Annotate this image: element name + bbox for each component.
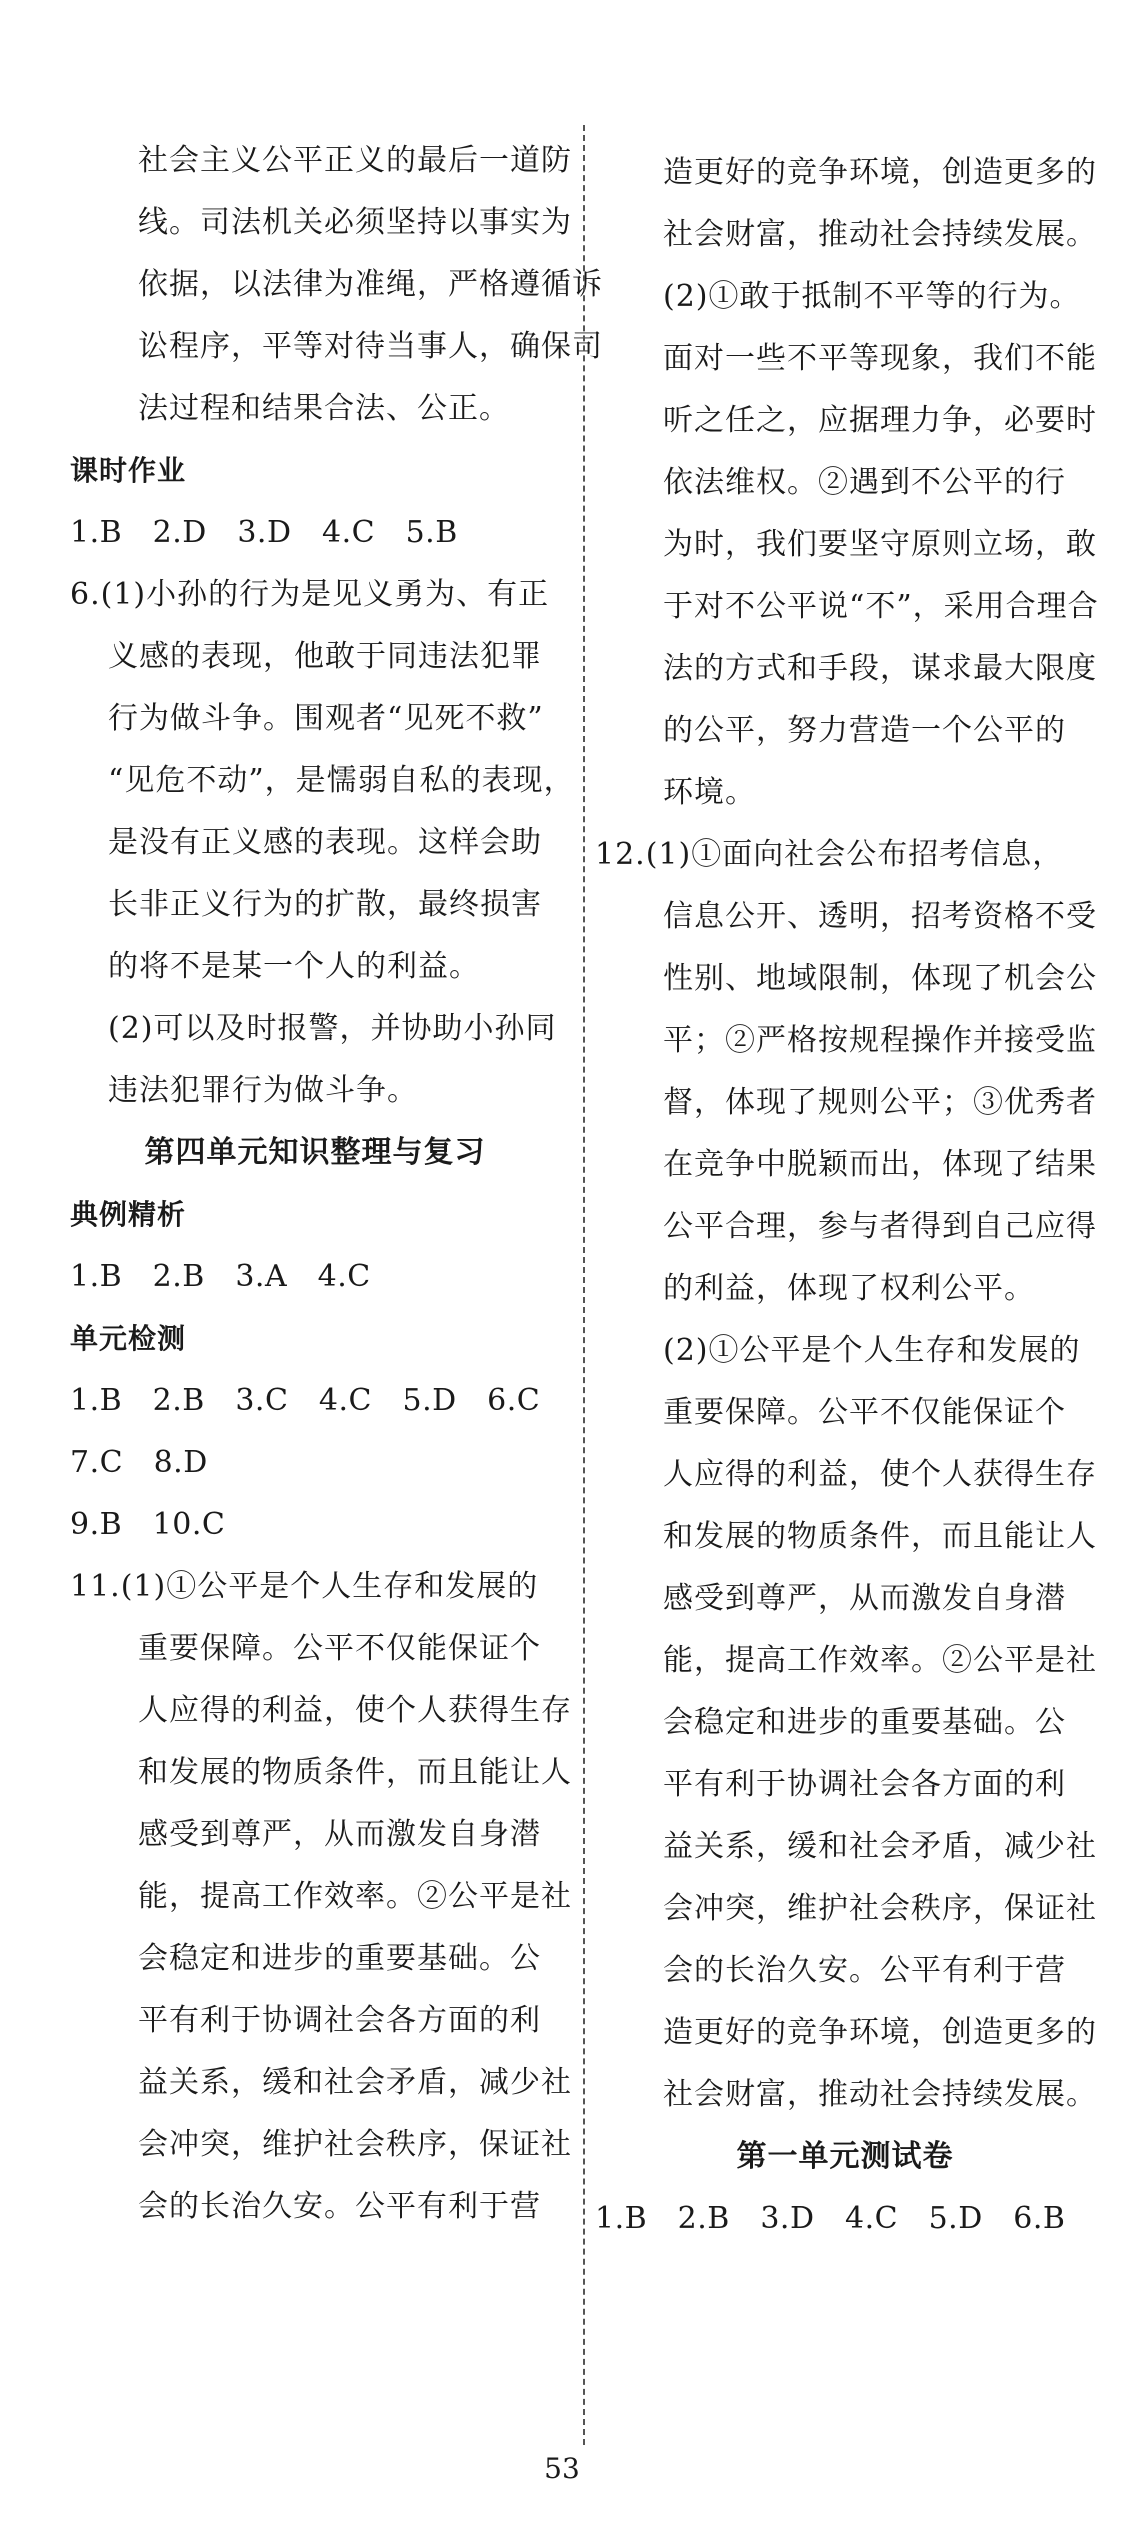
- section-title: 第四单元知识整理与复习: [144, 1135, 486, 1170]
- answer-key-line: 7.C 8.D: [70, 1445, 208, 1480]
- text-line: 和发展的物质条件，而且能让人: [663, 1519, 1097, 1554]
- subsection-heading: 典例精析: [70, 1198, 187, 1231]
- text-line: 重要保障。公平不仅能保证个: [138, 1631, 541, 1666]
- text-line: 会的长治久安。公平有利于营: [138, 2189, 541, 2224]
- text-line: 能，提高工作效率。②公平是社: [138, 1879, 572, 1914]
- text-line: 为时，我们要坚守原则立场，敢: [663, 527, 1097, 562]
- text-line: 人应得的利益，使个人获得生存: [138, 1693, 572, 1728]
- text-line: 感受到尊严，从而激发自身潜: [138, 1817, 541, 1852]
- text-line: 社会主义公平正义的最后一道防: [138, 143, 572, 178]
- text-line: 行为做斗争。围观者“见死不救”: [108, 701, 544, 736]
- text-line: 11.(1)①公平是个人生存和发展的: [70, 1569, 539, 1604]
- text-line: (2)①敢于抵制不平等的行为。: [663, 279, 1081, 314]
- column-divider: [583, 125, 587, 2445]
- text-line: 会冲突，维护社会秩序，保证社: [663, 1891, 1097, 1926]
- text-line: 平有利于协调社会各方面的利: [663, 1767, 1066, 1802]
- text-line: 在竞争中脱颖而出，体现了结果: [663, 1147, 1097, 1182]
- text-line: 讼程序，平等对待当事人，确保司: [138, 329, 603, 364]
- text-line: 社会财富，推动社会持续发展。: [663, 2077, 1097, 2112]
- text-line: 义感的表现，他敢于同违法犯罪: [108, 639, 542, 674]
- text-line: 依据，以法律为准绳，严格遵循诉: [138, 267, 603, 302]
- right-column: [595, 142, 1099, 2250]
- text-line: 益关系，缓和社会矛盾，减少社: [663, 1829, 1097, 1864]
- text-line: 会稳定和进步的重要基础。公: [663, 1705, 1066, 1740]
- text-line: 依法维权。②遇到不公平的行: [663, 465, 1066, 500]
- text-line: 感受到尊严，从而激发自身潜: [663, 1581, 1066, 1616]
- text-line: 12.(1)①面向社会公布招考信息，: [595, 837, 1064, 872]
- text-line: 的公平，努力营造一个公平的: [663, 713, 1066, 748]
- text-line: (2)可以及时报警，并协助小孙同: [108, 1011, 557, 1046]
- subsection-heading: 课时作业: [70, 454, 187, 487]
- text-line: 和发展的物质条件，而且能让人: [138, 1755, 572, 1790]
- text-line: 长非正义行为的扩散，最终损害: [108, 887, 542, 922]
- text-line: 6.(1)小孙的行为是见义勇为、有正: [70, 577, 550, 612]
- answer-key-line: 1.B 2.B 3.A 4.C: [70, 1259, 371, 1294]
- text-line: 环境。: [663, 775, 756, 810]
- text-line: 是没有正义感的表现。这样会助: [108, 825, 542, 860]
- text-line: 会冲突，维护社会秩序，保证社: [138, 2127, 572, 2162]
- text-line: 人应得的利益，使个人获得生存: [663, 1457, 1097, 1492]
- text-line: 法的方式和手段，谋求最大限度: [663, 651, 1097, 686]
- text-line: 督，体现了规则公平；③优秀者: [663, 1085, 1097, 1120]
- text-line: 的利益，体现了权利公平。: [663, 1271, 1035, 1306]
- answer-key-line: 9.B 10.C: [70, 1507, 226, 1542]
- text-line: 造更好的竞争环境，创造更多的: [663, 2015, 1097, 2050]
- text-line: 性别、地域限制，体现了机会公: [663, 961, 1097, 996]
- answer-key-line: 1.B 2.B 3.C 4.C 5.D 6.C: [70, 1383, 541, 1418]
- text-line: 违法犯罪行为做斗争。: [108, 1073, 418, 1108]
- section-title: 第一单元测试卷: [736, 2139, 954, 2174]
- text-line: 会的长治久安。公平有利于营: [663, 1953, 1066, 1988]
- text-line: 能，提高工作效率。②公平是社: [663, 1643, 1097, 1678]
- text-line: 信息公开、透明，招考资格不受: [663, 899, 1097, 934]
- answer-key-line: 1.B 2.B 3.D 4.C 5.D 6.B: [595, 2201, 1066, 2236]
- text-line: (2)①公平是个人生存和发展的: [663, 1333, 1081, 1368]
- text-line: 线。司法机关必须坚持以事实为: [138, 205, 572, 240]
- subsection-heading: 单元检测: [70, 1322, 187, 1355]
- answer-key-line: 1.B 2.D 3.D 4.C 5.B: [70, 515, 458, 550]
- text-line: 社会财富，推动社会持续发展。: [663, 217, 1097, 252]
- text-line: 法过程和结果合法、公正。: [138, 391, 510, 426]
- text-line: 面对一些不平等现象，我们不能: [663, 341, 1097, 376]
- left-column: [70, 130, 603, 2238]
- text-line: 于对不公平说“不”，采用合理合: [663, 589, 1099, 624]
- text-line: 平；②严格按规程操作并接受监: [663, 1023, 1097, 1058]
- text-line: 会稳定和进步的重要基础。公: [138, 1941, 541, 1976]
- text-line: 益关系，缓和社会矛盾，减少社: [138, 2065, 572, 2100]
- text-line: 的将不是某一个人的利益。: [108, 949, 480, 984]
- text-line: 平有利于协调社会各方面的利: [138, 2003, 541, 2038]
- text-line: 公平合理，参与者得到自己应得: [663, 1209, 1097, 1244]
- text-line: 重要保障。公平不仅能保证个: [663, 1395, 1066, 1430]
- text-line: 造更好的竞争环境，创造更多的: [663, 155, 1097, 190]
- text-line: 听之任之，应据理力争，必要时: [663, 403, 1097, 438]
- text-line: “见危不动”，是懦弱自私的表现，: [108, 763, 575, 798]
- page-number: 53: [544, 2452, 580, 2485]
